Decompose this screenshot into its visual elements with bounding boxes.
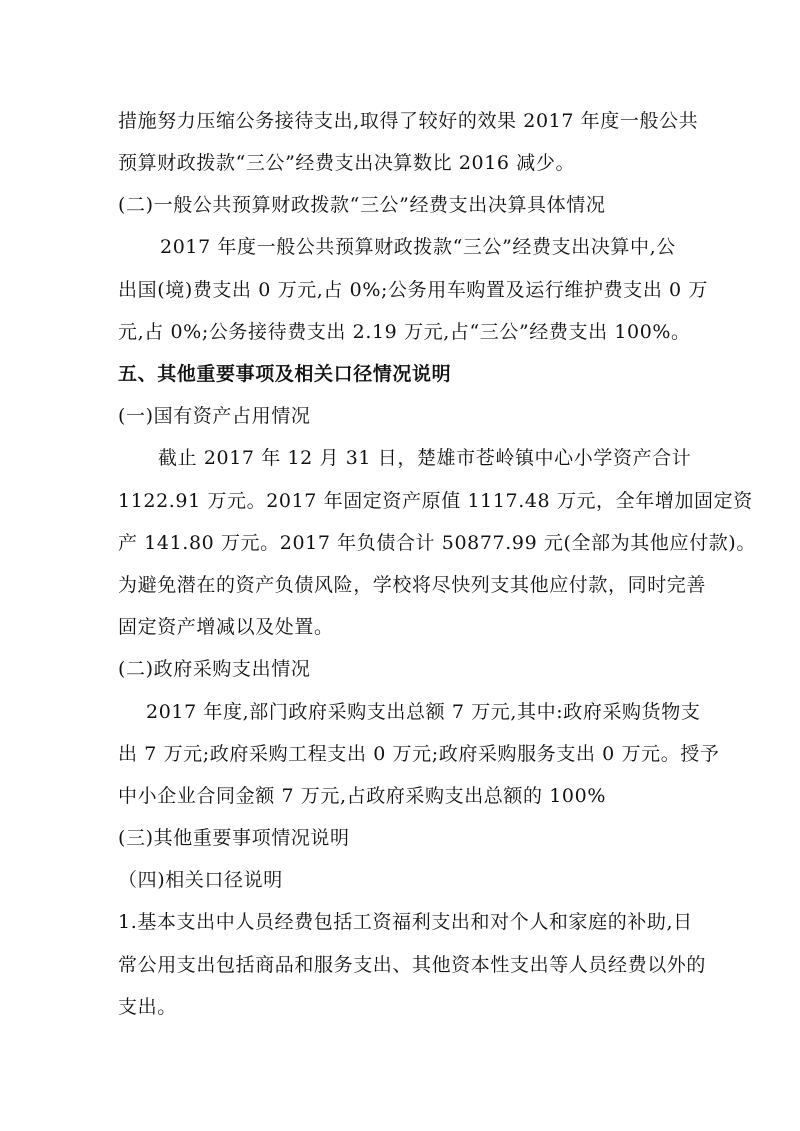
paragraph-line: 固定资产增减以及处置。	[118, 616, 334, 638]
paragraph-line: 措施努力压缩公务接待支出,取得了较好的效果 2017 年度一般公共	[118, 110, 699, 132]
subsection-heading: (三)其他重要事项情况说明	[118, 827, 350, 849]
paragraph-line: 2017 年度,部门政府采购支出总额 7 万元,其中:政府采购货物支	[146, 701, 701, 723]
paragraph-line: 截止 2017 年 12 月 31 日，楚雄市苍岭镇中心小学资产合计	[158, 447, 692, 469]
paragraph-line: 元,占 0%;公务接待费支出 2.19 万元,占“三公”经费支出 100%。	[118, 321, 691, 343]
paragraph-line: 常公用支出包括商品和服务支出、其他资本性支出等人员经费以外的	[118, 954, 707, 976]
paragraph-line: 预算财政拨款“三公”经费支出决算数比 2016 减少。	[118, 152, 576, 174]
paragraph-line: 支出。	[118, 996, 177, 1018]
paragraph-line: 出国(境)费支出 0 万元,占 0%;公务用车购置及运行维护费支出 0 万	[118, 279, 708, 301]
subsection-heading: (二)一般公共预算财政拨款“三公”经费支出决算具体情况	[118, 194, 606, 216]
section-heading: 五、其他重要事项及相关口径情况说明	[118, 363, 452, 385]
subsection-heading: （四)相关口径说明	[118, 869, 283, 891]
paragraph-line: 2017 年度一般公共预算财政拨款“三公”经费支出决算中,公	[160, 236, 676, 258]
paragraph-line: 中小企业合同金额 7 万元,占政府采购支出总额的 100%	[118, 785, 606, 807]
paragraph-line: 1.基本支出中人员经费包括工资福利支出和对个人和家庭的补助,日	[118, 911, 693, 933]
subsection-heading: (二)政府采购支出情况	[118, 658, 311, 680]
paragraph-line: 1122.91 万元。2017 年固定资产原值 1117.48 万元，全年增加固定资	[118, 490, 753, 512]
paragraph-line: 出 7 万元;政府采购工程支出 0 万元;政府采购服务支出 0 万元。授予	[118, 743, 720, 765]
paragraph-line: 产 141.80 万元。2017 年负债合计 50877.99 元(全部为其他应付款)。	[118, 532, 756, 554]
paragraph-line: 为避免潜在的资产负债风险，学校将尽快列支其他应付款，同时完善	[118, 574, 707, 596]
subsection-heading: (一)国有资产占用情况	[118, 405, 311, 427]
